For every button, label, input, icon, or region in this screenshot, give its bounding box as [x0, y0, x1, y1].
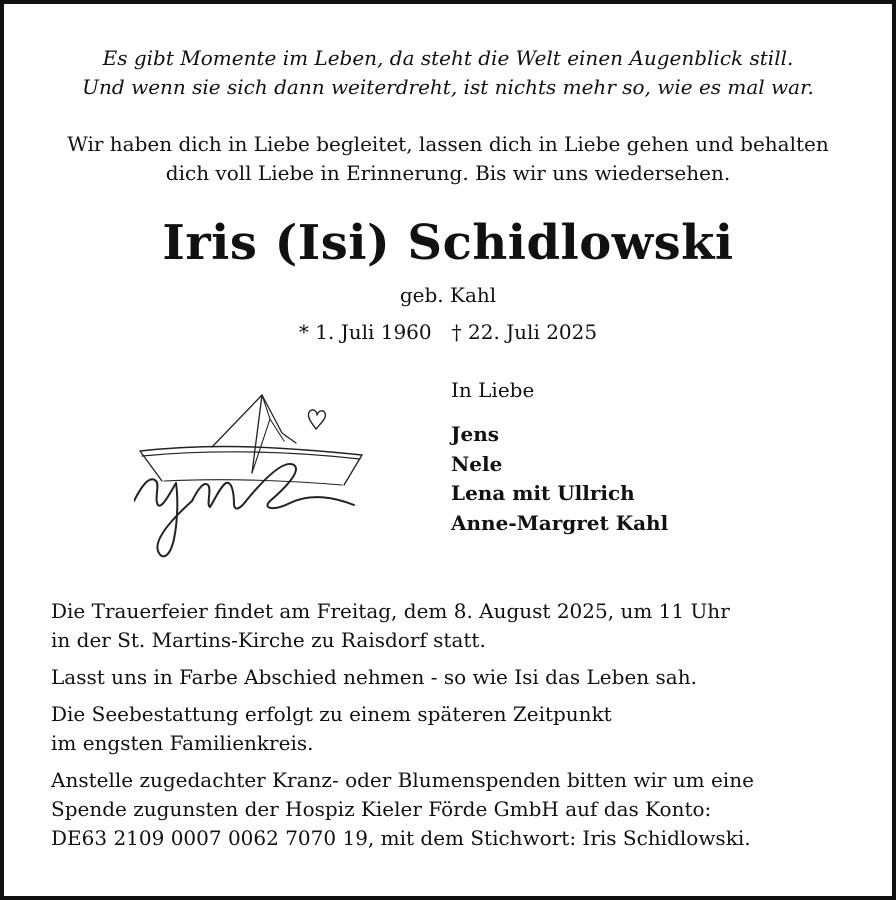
mourner-name: Anne-Margret Kahl: [451, 510, 669, 535]
birth-name: geb. Kahl: [399, 283, 497, 307]
motto-line: Und wenn sie sich dann weiterdreht, ist nichts mehr so, wie es mal war.: [82, 75, 814, 99]
funeral-service-paragraph: [51, 597, 871, 655]
text-line: Die Trauerfeier findet am Freitag, dem 8. August 2025, um 11 Uhr: [51, 599, 730, 623]
text-line: im engsten Familienkreis.: [51, 731, 314, 755]
birth-date: * 1. Juli 1960: [298, 320, 432, 344]
paper-boat-heart-icon: [134, 389, 369, 564]
mourners-list: [451, 420, 668, 538]
verse-line: dich voll Liebe in Erinnerung. Bis wir uns wiedersehen.: [165, 161, 731, 185]
motto-line: Es gibt Momente im Leben, da steht die Welt einen Augenblick still.: [102, 46, 794, 70]
mourner-name: Nele: [451, 451, 503, 476]
farewell-paragraph: [51, 663, 871, 692]
text-line: Lasst uns in Farbe Abschied nehmen - so wie Isi das Leben sah.: [51, 665, 697, 689]
text-line: in der St. Martins-Kirche zu Raisdorf statt.: [51, 628, 486, 652]
sea-burial-paragraph: [51, 700, 871, 758]
text-line: Die Seebestattung erfolgt zu einem späteren Zeitpunkt: [51, 702, 612, 726]
verse-line: Wir haben dich in Liebe begleitet, lassen dich in Liebe gehen und behalten: [67, 132, 829, 156]
text-line: Anstelle zugedachter Kranz- oder Blumenspenden bitten wir um eine: [51, 768, 754, 792]
deceased-name: Iris (Isi) Schidlowski: [162, 215, 734, 271]
motto-quote: [4, 44, 892, 102]
mourner-name: Lena mit Ullrich: [451, 481, 635, 505]
text-line: Spende zugunsten der Hospiz Kieler Förde GmbH auf das Konto:: [51, 797, 712, 821]
mourner-name: Jens: [451, 422, 499, 446]
mourners-intro: In Liebe: [451, 378, 535, 402]
funeral-information: [51, 597, 871, 861]
life-dates: [4, 318, 892, 346]
donation-paragraph: [51, 766, 871, 853]
death-date: † 22. Juli 2025: [451, 320, 598, 344]
text-line: DE63 2109 0007 0062 7070 19, mit dem Stichwort: Iris Schidlowski.: [51, 826, 751, 850]
memorial-verse: [4, 130, 892, 188]
